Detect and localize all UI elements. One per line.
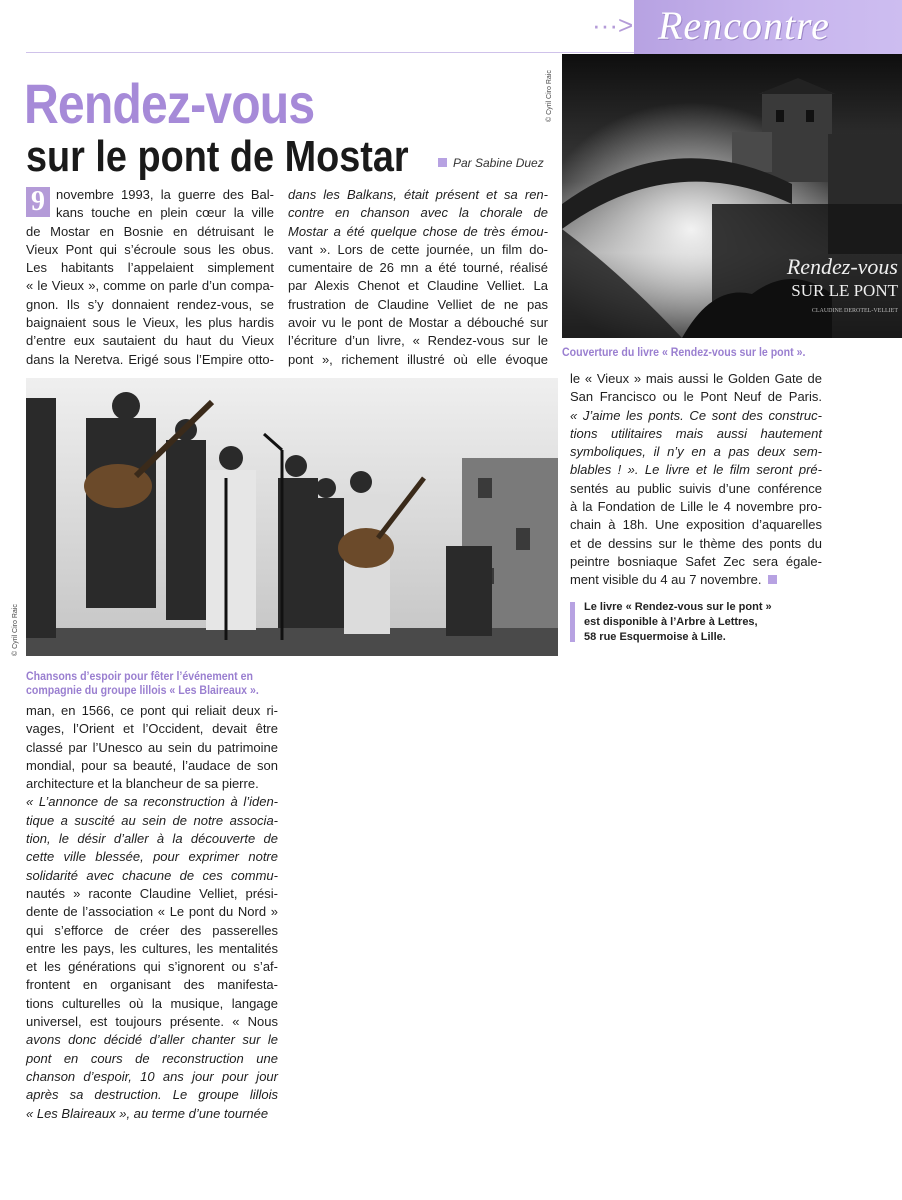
text-line: San Francisco ou le Pont Neuf de Paris. xyxy=(570,389,822,405)
text-line: après sa destruction. Le groupe lillois xyxy=(26,1087,278,1103)
text-line: Vieux Pont qui s’écroule sous les obus. xyxy=(26,241,274,257)
text-line: frontent en organisant des manifesta- xyxy=(26,977,278,993)
text-line: solidarité avec chacune de ces commu- xyxy=(26,867,278,883)
book-cover-photo xyxy=(562,54,902,338)
text-line: et les générations qui s’ignorent ou s’af- xyxy=(26,959,278,975)
section-title: Rencontre xyxy=(658,3,830,48)
cover-title-1: Rendez-vous xyxy=(786,254,898,279)
text-line: entre les pays, les cultures, les mentalités xyxy=(26,940,278,956)
text-line: avoir vu le pont de Mostar a débouché sur xyxy=(288,315,548,331)
text-line: tions utilitaires mais aussi hautement xyxy=(570,425,822,441)
text-line: tique a suscité au sein de notre associa- xyxy=(26,812,278,828)
header-rule xyxy=(26,52,634,53)
text-line: cumentaire de 26 mn a été tourné, réalisé xyxy=(288,260,548,276)
info-line-3: 58 rue Esquermoise à Lille. xyxy=(584,631,726,643)
text-line: d’entre eux sautaient du haut du Vieux xyxy=(26,333,274,349)
text-line: Mostar a été quelque chose de très émou- xyxy=(288,223,548,239)
end-mark-icon xyxy=(768,575,777,584)
text-line: nautés » raconte Claudine Velliet, prési- xyxy=(26,885,278,901)
concert-photo xyxy=(26,378,558,656)
text-line: gnon. Ils s’y donnaient rendez-vous, se xyxy=(26,296,274,312)
text-line: symboliques, il n’y en a pas deux sem- xyxy=(570,444,822,460)
text-line: de Mostar en Bosnie en détruisant le xyxy=(26,223,274,239)
text-line: dans la Neretva. Erigé sous l’Empire otto- xyxy=(26,351,274,367)
article-column-2 xyxy=(288,186,548,369)
byline-square-icon xyxy=(438,158,447,167)
headline-line-1: Rendez-vous xyxy=(24,72,315,135)
cover-photo-credit: © Cyril Ciro Raic xyxy=(546,70,553,122)
text-line: novembre 1993, la guerre des Bal- xyxy=(56,187,274,202)
cover-caption: Couverture du livre « Rendez-vous sur le pont ». xyxy=(562,347,806,359)
text-line: l’écriture d’un livre, « Rendez-vous sur le xyxy=(288,333,548,349)
section-banner xyxy=(634,0,902,54)
text-line: pont en cours de reconstruction une xyxy=(26,1050,278,1066)
article-column-1 xyxy=(26,186,274,369)
text-line: vant ». Lors de cette journée, un film do- xyxy=(288,241,548,257)
book-cover-illustration xyxy=(562,54,902,338)
text-line: « le Vieux », comme on parle d’un compa- xyxy=(26,278,274,294)
concert-caption-line-2: compagnie du groupe lillois « Les Blaireaux ». xyxy=(26,685,259,697)
cover-title-2: SUR LE PONT xyxy=(791,281,898,300)
cover-author: CLAUDINE DEROTEL-VELLIET xyxy=(811,308,898,314)
text-line: dente de l’association « Le pont du Nord » xyxy=(26,904,278,920)
text-line: avons donc décidé d’aller chanter sur le xyxy=(26,1032,278,1048)
text-line: « L’annonce de sa reconstruction à l’iden- xyxy=(26,794,278,810)
text-line: cette ville blessée, pour exprimer notre xyxy=(26,849,278,865)
text-line: baignaient sous le Vieux, les plus hardis xyxy=(26,315,274,331)
concert-photo-credit: © Cyril Ciro Raic xyxy=(12,604,19,656)
article-column-3 xyxy=(26,702,278,1123)
text-line: tion, le désir d’aller à la découverte de xyxy=(26,831,278,847)
text-line: ment visible du 4 au 7 novembre. xyxy=(570,571,822,589)
text-line: vages, l’Orient et l’Occident, devait être xyxy=(26,721,278,737)
text-line: blables ! ». Le livre et le film seront pré- xyxy=(570,462,822,478)
text-line: chain à 18h. Une exposition d’aquarelles xyxy=(570,517,822,533)
headline-line-2: sur le pont de Mostar xyxy=(26,132,409,181)
text-line: par Alexis Chenot et Claudine Velliet. La xyxy=(288,278,548,294)
text-line: dans les Balkans, était présent et sa ren- xyxy=(288,187,548,202)
article-column-4 xyxy=(570,370,822,590)
text-line: architecture et la blancheur de sa pierre. xyxy=(26,776,259,792)
concert-caption-line-1: Chansons d’espoir pour fêter l’événement en xyxy=(26,671,253,683)
column-1-text xyxy=(26,186,274,369)
byline xyxy=(438,156,544,170)
text-line: contre en chanson avec la chorale de xyxy=(288,205,548,221)
text-line: universel, est toujours présente. « Nous xyxy=(26,1014,278,1030)
concert-illustration xyxy=(26,378,558,656)
text-line: le « Vieux » mais aussi le Golden Gate de xyxy=(570,371,822,386)
info-line-2: est disponible à l’Arbre à Lettres, xyxy=(584,616,758,628)
text-line: « Les Blaireaux », au terme d’une tournée xyxy=(26,1105,269,1121)
text-line: tions culturelles où la musique, langage xyxy=(26,995,278,1011)
text-line: sentés au public suivis d’une conférence xyxy=(570,480,822,496)
text-line: frustration de Claudine Velliet de ne pas xyxy=(288,296,548,312)
arrow-icon: ···> xyxy=(592,10,634,40)
text-line: qui s’efforce de créer des passerelles xyxy=(26,922,278,938)
text-line: Les habitants l’appelaient simplement xyxy=(26,260,274,276)
info-line-1: Le livre « Rendez-vous sur le pont » xyxy=(584,601,772,613)
text-line: et de dessins sur le thème des ponts du xyxy=(570,535,822,551)
byline-text: Par Sabine Duez xyxy=(453,156,544,170)
text-line: man, en 1566, ce pont qui reliait deux ri- xyxy=(26,703,278,718)
text-line: kans touche en plein cœur la ville xyxy=(56,205,274,221)
text-line: classé par l’Unesco au sein du patrimoine xyxy=(26,739,278,755)
text-line: mondial, pour sa beauté, l’audace de son xyxy=(26,757,278,773)
text-line: pont », richement illustré où elle évoque xyxy=(288,351,548,367)
info-box-bar xyxy=(570,602,575,642)
text-line: « J’aime les ponts. Ce sont des construc- xyxy=(570,407,822,423)
drop-cap: 9 xyxy=(26,187,50,217)
info-box-text xyxy=(584,600,772,645)
concert-caption xyxy=(26,670,259,698)
text-line: chanson d’espoir, 10 ans jour pour jour xyxy=(26,1068,278,1084)
text-line: peintre bosniaque Safet Zec sera égale- xyxy=(570,553,822,569)
text-line: à la Fondation de Lille le 4 novembre pro- xyxy=(570,499,822,515)
